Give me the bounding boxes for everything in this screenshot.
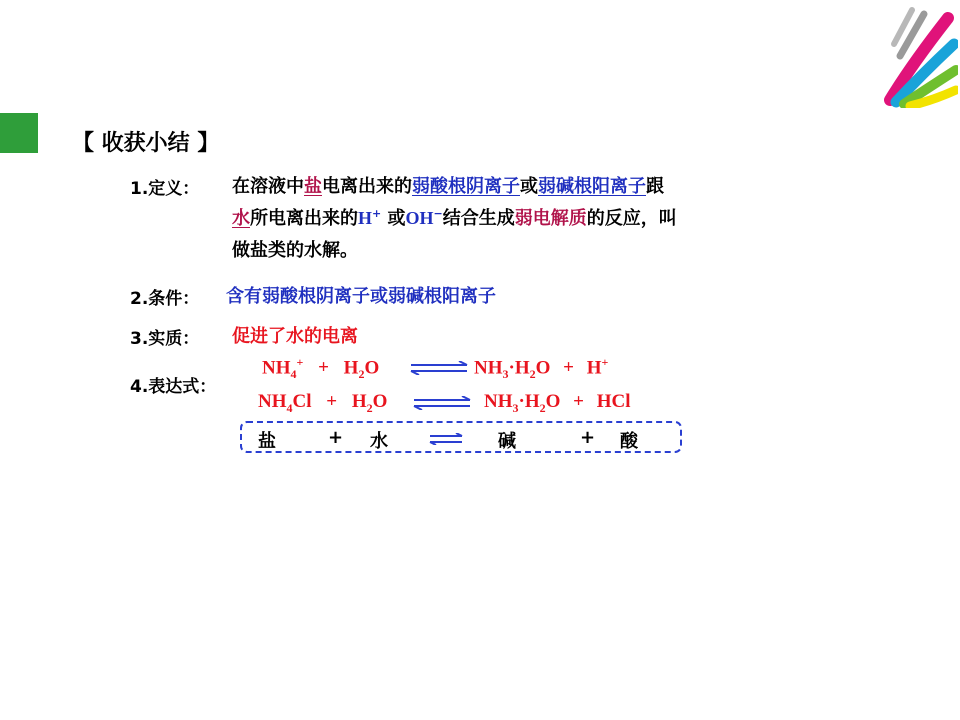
essence-label: 3.实质： xyxy=(130,329,200,349)
definition-line-1: 在溶液中盐电离出来的弱酸根阴离子或弱碱根阳离子跟 xyxy=(232,176,664,197)
general-base: 碱 xyxy=(498,431,516,452)
expression-label: 4.表达式： xyxy=(130,377,217,397)
green-accent-block xyxy=(0,113,38,153)
general-salt: 盐 xyxy=(258,431,276,452)
equilibrium-arrow-icon xyxy=(409,361,469,375)
general-acid: 酸 xyxy=(620,431,638,452)
condition-text: 含有弱酸根阴离子或弱碱根阳离子 xyxy=(226,286,496,307)
general-plus-1: + xyxy=(328,427,344,448)
definition-line-3: 做盐类的水解。 xyxy=(232,240,358,261)
eq2-products: $NH_3\cdot H_2O$ + HCl xyxy=(484,391,631,415)
condition-label: 2.条件： xyxy=(130,289,200,309)
eq1-reactants: $NH_4^+ + H_2O$ xyxy=(262,355,380,382)
eq1-products: $NH_3\cdot H_2O + H^+$ xyxy=(474,355,609,382)
equilibrium-arrow-icon xyxy=(428,433,464,445)
general-plus-2: + xyxy=(580,427,596,448)
general-water: 水 xyxy=(370,431,388,452)
page-title: 【 收获小结 】 xyxy=(72,131,220,156)
essence-text: 促进了水的电离 xyxy=(232,326,358,347)
definition-label: 1.定义： xyxy=(130,179,200,199)
equilibrium-arrow-icon xyxy=(412,396,472,410)
definition-line-2: 水所电离出来的H+ 或OH−结合生成弱电解质的反应，叫 xyxy=(232,207,677,229)
logo-icon xyxy=(882,4,958,108)
eq2-reactants: $NH_4Cl + H_2O$ xyxy=(258,391,388,415)
